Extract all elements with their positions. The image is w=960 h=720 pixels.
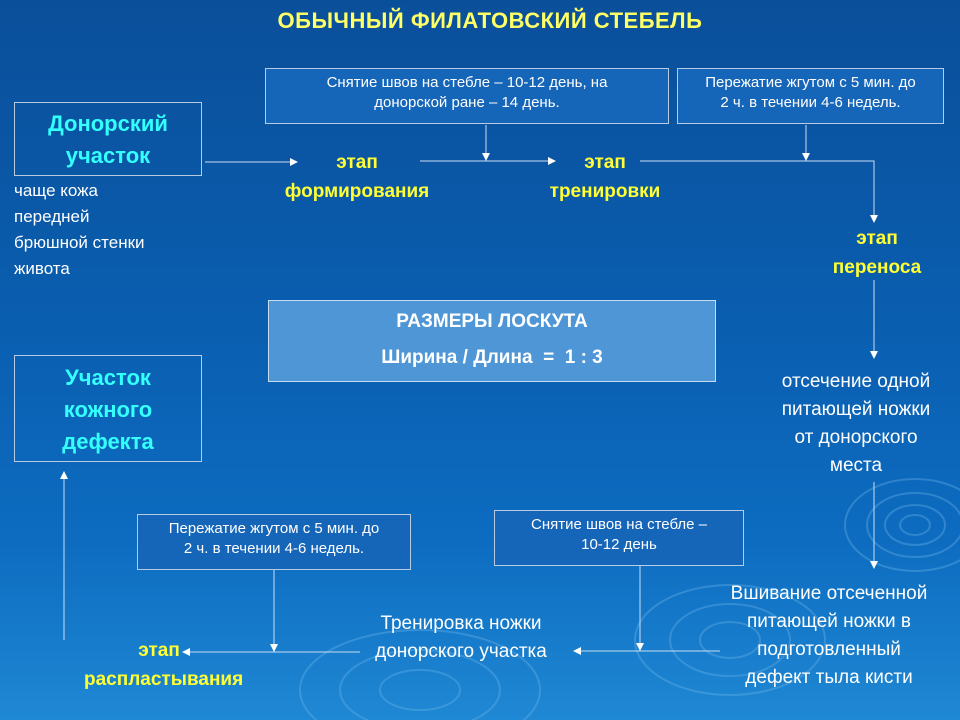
donor-label-line2: участок — [65, 143, 151, 168]
stage-training-line2: тренировки — [549, 181, 661, 202]
tourniquet-note-bottom-line2: 2 ч. в течении 4-6 недель. — [183, 540, 365, 557]
sew-in-line1: Вшивание отсеченной — [730, 583, 928, 604]
arrow-training-to-transfer — [640, 161, 874, 222]
stage-spreading-line2: распластывания — [84, 669, 244, 690]
donor-label-line1: Донорский — [48, 111, 168, 136]
defect-line2: кожного — [63, 397, 153, 422]
flap-size-heading: РАЗМЕРЫ ЛОСКУТА — [396, 311, 588, 332]
stage-training-line1: этап — [584, 152, 626, 173]
suture-note-top-line2: донорской ране – 14 день. — [374, 94, 560, 111]
stage-formation-line2: формирования — [284, 181, 430, 202]
page-title: ОБЫЧНЫЙ ФИЛАТОВСКИЙ СТЕБЕЛЬ — [277, 8, 703, 33]
tourniquet-note-top-line2: 2 ч. в течении 4-6 недель. — [720, 94, 901, 111]
donor-desc-line1: чаще кожа — [14, 181, 99, 200]
cut-off-line3: от донорского — [794, 427, 918, 448]
donor-desc-line2: передней — [14, 207, 90, 226]
cut-off-line4: места — [829, 455, 883, 476]
stage-transfer-line1: этап — [856, 228, 898, 249]
tourniquet-note-top-line1: Пережатие жгутом с 5 мин. до — [705, 74, 916, 91]
tourniquet-note-bottom-line1: Пережатие жгутом с 5 мин. до — [168, 520, 380, 537]
stage-transfer-line2: переноса — [832, 257, 922, 278]
leg-training-line1: Тренировка ножки — [380, 613, 542, 634]
cut-off-line2: питающей ножки — [781, 399, 931, 420]
flap-size-ratio: Ширина / Длина = 1 : 3 — [381, 347, 603, 368]
sew-in-line4: дефект тыла кисти — [745, 667, 913, 688]
defect-line3: дефекта — [62, 429, 154, 454]
cut-off-line1: отсечение одной — [781, 371, 931, 392]
donor-desc-line3: брюшной стенки — [14, 233, 145, 252]
suture-note-top-line1: Снятие швов на стебле – 10-12 день, на — [326, 74, 608, 91]
donor-desc-line4: живота — [14, 259, 70, 278]
stage-formation-line1: этап — [336, 152, 378, 173]
sew-in-line2: питающей ножки в — [747, 611, 911, 632]
suture-note-bottom-line2: 10-12 день — [581, 536, 657, 553]
sew-in-line3: подготовленный — [757, 639, 901, 660]
stage-spreading-line1: этап — [138, 640, 180, 661]
suture-note-bottom-line1: Снятие швов на стебле – — [530, 516, 707, 533]
defect-line1: Участок — [65, 365, 151, 390]
leg-training-line2: донорского участка — [375, 641, 547, 662]
